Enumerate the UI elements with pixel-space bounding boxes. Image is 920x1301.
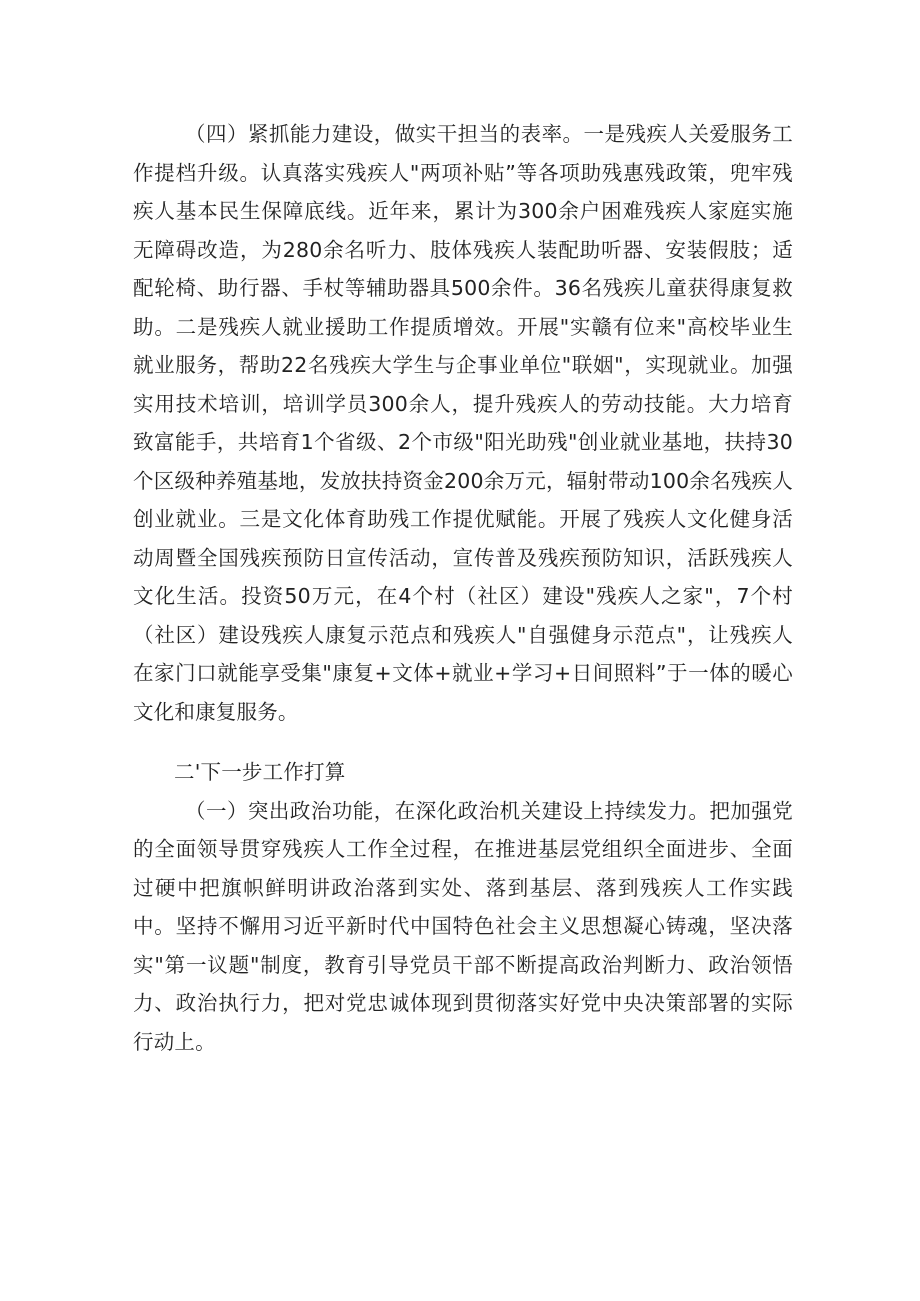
document-body (133, 115, 793, 1061)
paragraph-capacity-building: （四）紧抓能力建设，做实干担当的表率。一是残疾人关爱服务工作提档升级。认真落实残疾人"两项补贴”等各项助残惠残政策，兜牢残疾人基本民生保障底线。近年来，累计为300余户困难残疾人家庭实施无障碍改造，为280余名听力、肢体残疾人装配助听器、安装假肢；适配轮椅、助行器、手杖等辅助器具500余件。36名残疾儿童获得康复救助。二是残疾人就业援助工作提质增效。开展"实赣有位来"高校毕业生就业服务，帮助22名残疾大学生与企事业单位"联姻"，实现就业。加强实用技术培训，培训学员300余人，提升残疾人的劳动技能。大力培育致富能手，共培育1个省级、2个市级"阳光助残"创业就业基地，扶持30个区级种养殖基地，发放扶持资金200余万元，辐射带动100余名残疾人创业就业。三是文化体育助残工作提优赋能。开展了残疾人文化健身活动周暨全国残疾预防日宣传活动，宣传普及残疾预防知识，活跃残疾人文化生活。投资50万元，在4个村（社区）建设"残疾人之家"，7个村（社区）建设残疾人康复示范点和残疾人"自强健身示范点"，让残疾人在家门口就能享受集"康复+文体+就业+学习+日间照料”于一体的暖心文化和康复服务。 (133, 122, 793, 724)
section-heading-next-steps: 二'下一步工作打算 (174, 760, 346, 784)
paragraph-political-function: （一）突出政治功能，在深化政治机关建设上持续发力。把加强党的全面领导贯穿残疾人工作全过程，在推进基层党组织全面进步、全面过硬中把旗帜鲜明讲政治落到实处、落到基层、落到残疾人工作实践中。坚持不懈用习近平新时代中国特色社会主义思想凝心铸魂，坚决落实"第一议题"制度，教育引导党员干部不断提高政治判断力、政治领悟力、政治执行力，把对党忠诚体现到贯彻落实好党中央决策部署的实际行动上。 (133, 798, 793, 1054)
